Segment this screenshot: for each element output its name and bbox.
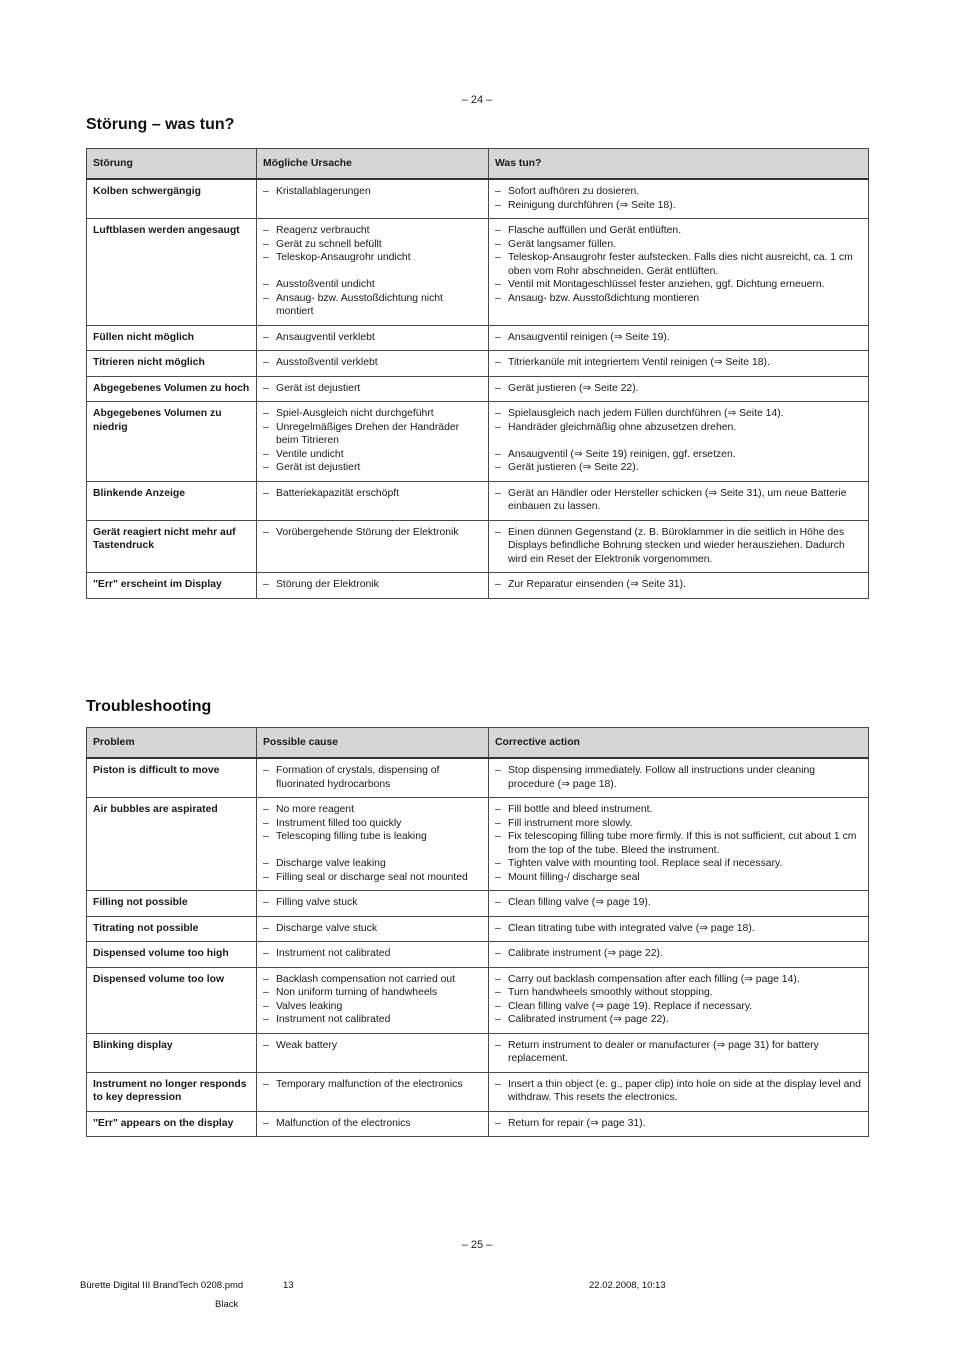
table-row <box>87 179 869 219</box>
action-text: Gerät justieren (⇒ Seite 22). <box>508 382 639 394</box>
cause-item <box>263 1000 482 1014</box>
action-cell <box>489 1072 869 1111</box>
action-item <box>495 292 862 306</box>
dash-bullet: – <box>495 948 501 959</box>
problem-cell: Abgegebenes Volumen zu hoch <box>87 376 257 402</box>
cause-text: Weak battery <box>276 1039 338 1051</box>
dash-bullet: – <box>495 1078 501 1090</box>
problem-cell: Piston is difficult to move <box>87 758 257 798</box>
dash-bullet: – <box>495 279 501 290</box>
table-row <box>87 520 869 573</box>
cause-text: Ansaug- bzw. Ausstoßdichtung nicht montiert <box>276 292 443 317</box>
action-text: Titrierkanüle mit integriertem Ventil reinigen (⇒ Seite 18). <box>508 357 770 368</box>
dash-bullet: – <box>263 357 269 368</box>
cause-item <box>263 973 482 987</box>
action-item <box>495 1000 862 1014</box>
action-item <box>495 278 862 292</box>
cause-cell <box>257 798 489 891</box>
cause-item <box>263 871 482 885</box>
column-header-cause: Mögliche Ursache <box>257 149 489 180</box>
cause-item <box>263 407 482 421</box>
cause-text: Discharge valve stuck <box>276 922 378 934</box>
german-table-body <box>87 179 869 598</box>
cause-text: Störung der Elektronik <box>276 579 379 590</box>
action-cell <box>489 942 869 968</box>
table-row <box>87 325 869 351</box>
dash-bullet: – <box>495 1000 501 1012</box>
column-header-problem: Störung <box>87 149 257 180</box>
cause-cell <box>257 219 489 326</box>
dash-bullet: – <box>495 922 501 934</box>
action-cell <box>489 376 869 402</box>
cause-text: Gerät ist dejustiert <box>276 462 361 473</box>
cause-text: Unregelmäßiges Drehen der Handräder beim Titrieren <box>276 421 460 446</box>
cause-text: Telescoping filling tube is leaking <box>276 831 427 842</box>
cause-cell <box>257 376 489 402</box>
action-text: Gerät an Händler oder Hersteller schicken (⇒ Seite 31), um neue Batterie einbauen zu lassen. <box>508 487 847 512</box>
action-text: Return instrument to dealer or manufacturer (⇒ page 31) for battery replacement. <box>508 1039 819 1064</box>
cause-text: Ansaugventil verklebt <box>276 331 375 343</box>
problem-cell: Instrument no longer responds to key depression <box>87 1072 257 1111</box>
english-section-title: Troubleshooting <box>86 698 212 715</box>
table-row <box>87 891 869 917</box>
dash-bullet: – <box>495 831 501 842</box>
cause-text: No more reagent <box>276 804 354 815</box>
dash-bullet: – <box>495 292 501 304</box>
cause-cell <box>257 520 489 573</box>
cause-text: Ausstoßventil undicht <box>276 279 375 290</box>
cause-item <box>263 896 482 910</box>
cause-cell <box>257 967 489 1033</box>
problem-cell: Dispensed volume too high <box>87 942 257 968</box>
cause-item <box>263 947 482 961</box>
dash-bullet: – <box>495 421 501 433</box>
action-item <box>495 331 862 345</box>
dash-bullet: – <box>495 382 501 394</box>
cause-text: Backlash compensation not carried out <box>276 973 456 985</box>
cause-item <box>263 487 482 501</box>
dash-bullet: – <box>263 186 269 197</box>
cause-text: Ausstoßventil verklebt <box>276 357 378 368</box>
dash-bullet: – <box>263 526 269 538</box>
problem-cell: Dispensed volume too low <box>87 967 257 1033</box>
action-cell <box>489 573 869 599</box>
cause-item <box>263 1117 482 1131</box>
cause-cell <box>257 325 489 351</box>
dash-bullet: – <box>263 331 269 343</box>
table-row <box>87 1072 869 1111</box>
table-row <box>87 916 869 942</box>
dash-bullet: – <box>495 252 501 263</box>
cause-item <box>263 857 482 871</box>
action-item <box>495 224 862 238</box>
action-text: Clean filling valve (⇒ page 19). Replace if necessary. <box>508 1000 753 1012</box>
problem-cell: "Err" erscheint im Display <box>87 573 257 599</box>
action-item <box>495 185 862 199</box>
dash-bullet: – <box>495 238 501 250</box>
action-text: Spielausgleich nach jedem Füllen durchführen (⇒ Seite 14). <box>508 408 784 419</box>
cause-text: Gerät zu schnell befüllt <box>276 238 382 250</box>
dash-bullet: – <box>263 804 269 815</box>
column-header-problem: Problem <box>87 728 257 759</box>
cause-item <box>263 251 482 265</box>
problem-cell: Titrating not possible <box>87 916 257 942</box>
action-text: Sofort aufhören zu dosieren. <box>508 186 640 197</box>
action-item <box>495 922 862 936</box>
action-cell <box>489 481 869 520</box>
action-text: Calibrated instrument (⇒ page 22). <box>508 1014 669 1025</box>
table-row <box>87 573 869 599</box>
action-item <box>495 407 862 421</box>
dash-bullet: – <box>495 804 501 815</box>
dash-bullet: – <box>495 487 501 499</box>
cause-item <box>263 803 482 817</box>
dash-bullet: – <box>495 1039 501 1051</box>
cause-item <box>263 292 482 319</box>
action-item <box>495 356 862 370</box>
action-text: Ansaugventil reinigen (⇒ Seite 19). <box>508 331 670 343</box>
action-text: Fill bottle and bleed instrument. <box>508 804 653 815</box>
dash-bullet: – <box>263 922 269 934</box>
cause-text: Malfunction of the electronics <box>276 1117 411 1129</box>
dash-bullet: – <box>495 1014 501 1025</box>
cause-text: Instrument not calibrated <box>276 948 391 959</box>
column-header-action: Was tun? <box>489 149 869 180</box>
dash-bullet: – <box>263 858 269 869</box>
action-text: Stop dispensing immediately. Follow all instructions under cleaning procedure (⇒ page 18). <box>508 765 816 790</box>
cause-item <box>263 526 482 540</box>
cause-cell <box>257 481 489 520</box>
table-row <box>87 402 869 482</box>
footer-page: 13 <box>283 1280 294 1291</box>
action-cell <box>489 891 869 917</box>
action-item <box>495 1078 862 1105</box>
action-text: Tighten valve with mounting tool. Replace seal if necessary. <box>508 858 783 869</box>
cause-item <box>263 421 482 448</box>
action-item <box>495 896 862 910</box>
dash-bullet: – <box>263 238 269 250</box>
english-troubleshooting-table <box>86 727 869 1137</box>
action-text: Einen dünnen Gegenstand (z. B. Büroklammer in die seitlich in Höhe des Displays befindliche Bohrung stecken und wieder herausziehen. Dadurch wird ein Reset der Elektronik vorgenommen. <box>508 526 845 565</box>
action-item <box>495 487 862 514</box>
dash-bullet: – <box>495 408 501 419</box>
table-row <box>87 798 869 891</box>
dash-bullet: – <box>263 579 269 590</box>
cause-text: Batteriekapazität erschöpft <box>276 487 400 499</box>
dash-bullet: – <box>495 462 501 473</box>
cause-cell <box>257 1033 489 1072</box>
column-header-cause: Possible cause <box>257 728 489 759</box>
action-item <box>495 803 862 817</box>
footer-filename: Bürette Digital III BrandTech 0208.pmd <box>80 1280 244 1291</box>
action-text: Clean filling valve (⇒ page 19). <box>508 897 651 908</box>
action-cell <box>489 351 869 377</box>
problem-cell: Blinkende Anzeige <box>87 481 257 520</box>
cause-text: Reagenz verbraucht <box>276 225 370 236</box>
dash-bullet: – <box>263 1000 269 1012</box>
action-text: Ansaug- bzw. Ausstoßdichtung montieren <box>508 292 700 304</box>
action-item <box>495 973 862 987</box>
action-cell <box>489 325 869 351</box>
cause-item <box>263 830 482 844</box>
table-header-row <box>87 149 869 180</box>
action-item <box>495 764 862 791</box>
table-row <box>87 967 869 1033</box>
cause-item <box>263 185 482 199</box>
table-row <box>87 942 869 968</box>
cause-cell <box>257 402 489 482</box>
action-text: Clean titrating tube with integrated valve (⇒ page 18). <box>508 922 755 934</box>
problem-cell: Luftblasen werden angesaugt <box>87 219 257 326</box>
action-item <box>495 871 862 885</box>
dash-bullet: – <box>495 897 501 908</box>
cause-text: Temporary malfunction of the electronics <box>276 1078 463 1090</box>
english-table-body <box>87 758 869 1137</box>
dash-bullet: – <box>263 817 269 829</box>
cause-cell <box>257 1072 489 1111</box>
dash-bullet: – <box>263 765 269 776</box>
footer-color: Black <box>215 1299 239 1310</box>
action-text: Ansaugventil (⇒ Seite 19) reinigen, ggf. ersetzen. <box>508 448 736 460</box>
table-row <box>87 1111 869 1137</box>
action-item <box>495 1013 862 1027</box>
cause-text: Teleskop-Ansaugrohr undicht <box>276 252 411 263</box>
dash-bullet: – <box>263 871 269 883</box>
table-row <box>87 376 869 402</box>
table-row <box>87 758 869 798</box>
action-item <box>495 1117 862 1131</box>
cause-text: Non uniform turning of handwheels <box>276 987 438 998</box>
page-number-top: – 24 – <box>461 94 493 106</box>
action-cell <box>489 520 869 573</box>
dash-bullet: – <box>263 831 269 842</box>
dash-bullet: – <box>495 817 501 829</box>
problem-cell: Filling not possible <box>87 891 257 917</box>
dash-bullet: – <box>263 382 269 394</box>
cause-text: Vorübergehende Störung der Elektronik <box>276 526 459 538</box>
cause-cell <box>257 1111 489 1137</box>
dash-bullet: – <box>495 526 501 538</box>
cause-item <box>263 331 482 345</box>
table-header-row <box>87 728 869 759</box>
action-text: Turn handwheels smoothly without stopping. <box>508 987 713 998</box>
action-cell <box>489 758 869 798</box>
dash-bullet: – <box>263 292 269 304</box>
cause-text: Gerät ist dejustiert <box>276 382 361 394</box>
action-item <box>495 1039 862 1066</box>
cause-text: Instrument filled too quickly <box>276 817 402 829</box>
action-cell <box>489 798 869 891</box>
cause-cell <box>257 891 489 917</box>
action-text: Gerät justieren (⇒ Seite 22). <box>508 462 639 473</box>
action-item <box>495 251 862 278</box>
cause-cell <box>257 573 489 599</box>
dash-bullet: – <box>495 973 501 985</box>
cause-item <box>263 461 482 475</box>
cause-item <box>263 986 482 1000</box>
dash-bullet: – <box>263 408 269 419</box>
action-text: Handräder gleichmäßig ohne abzusetzen drehen. <box>508 421 737 433</box>
dash-bullet: – <box>495 579 501 590</box>
action-text: Zur Reparatur einsenden (⇒ Seite 31). <box>508 579 686 590</box>
action-text: Return for repair (⇒ page 31). <box>508 1117 646 1129</box>
table-row <box>87 351 869 377</box>
problem-cell: Abgegebenes Volumen zu niedrig <box>87 402 257 482</box>
problem-cell: "Err" appears on the display <box>87 1111 257 1137</box>
german-troubleshooting-table <box>86 148 869 599</box>
cause-item <box>263 238 482 252</box>
cause-item <box>263 578 482 592</box>
cause-text: Instrument not calibrated <box>276 1014 391 1025</box>
action-item <box>495 947 862 961</box>
dash-bullet: – <box>495 186 501 197</box>
dash-bullet: – <box>495 199 501 211</box>
action-text: Fix telescoping filling tube more firmly. If this is not sufficient, cut about 1 cm from the top of the tube. Bleed the instrument. <box>508 831 857 856</box>
action-cell <box>489 1033 869 1072</box>
cause-item <box>263 764 482 791</box>
page-number-bottom: – 25 – <box>461 1239 493 1251</box>
action-item <box>495 857 862 871</box>
cause-text: Valves leaking <box>276 1000 343 1012</box>
cause-cell <box>257 351 489 377</box>
dash-bullet: – <box>495 448 501 460</box>
action-item <box>495 526 862 567</box>
cause-item <box>263 1078 482 1092</box>
action-cell <box>489 402 869 482</box>
dash-bullet: – <box>263 1078 269 1090</box>
footer-datetime: 22.02.2008, 10:13 <box>589 1280 666 1291</box>
dash-bullet: – <box>263 1039 269 1051</box>
dash-bullet: – <box>495 225 501 236</box>
action-cell <box>489 179 869 219</box>
dash-bullet: – <box>263 487 269 499</box>
action-text: Gerät langsamer füllen. <box>508 238 617 250</box>
dash-bullet: – <box>495 987 501 998</box>
problem-cell: Blinking display <box>87 1033 257 1072</box>
cause-item <box>263 382 482 396</box>
action-item <box>495 578 862 592</box>
action-item <box>495 817 862 831</box>
cause-cell <box>257 916 489 942</box>
cause-text: Formation of crystals, dispensing of fluorinated hydrocarbons <box>276 765 440 790</box>
table-row <box>87 1033 869 1072</box>
action-item <box>495 199 862 213</box>
cause-cell <box>257 942 489 968</box>
cause-text: Discharge valve leaking <box>276 858 386 869</box>
dash-bullet: – <box>495 858 501 869</box>
dash-bullet: – <box>263 1014 269 1025</box>
action-text: Teleskop-Ansaugrohr fester aufstecken. Falls dies nicht ausreicht, ca. 1 cm oben vom Rohr abschneiden. Gerät entlüften. <box>508 252 853 277</box>
column-header-action: Corrective action <box>489 728 869 759</box>
dash-bullet: – <box>263 225 269 236</box>
cause-cell <box>257 179 489 219</box>
dash-bullet: – <box>495 357 501 368</box>
cause-item <box>263 224 482 238</box>
action-text: Fill instrument more slowly. <box>508 817 633 829</box>
cause-item <box>263 817 482 831</box>
action-text: Mount filling-/ discharge seal <box>508 871 640 883</box>
action-text: Insert a thin object (e. g., paper clip) into hole on side at the display level and withdraw. This resets the electronics. <box>508 1078 861 1103</box>
action-text: Carry out backlash compensation after each filling (⇒ page 14). <box>508 973 800 985</box>
action-item <box>495 382 862 396</box>
dash-bullet: – <box>263 448 269 460</box>
cause-text: Spiel-Ausgleich nicht durchgeführt <box>276 408 434 419</box>
action-text: Calibrate instrument (⇒ page 22). <box>508 948 663 959</box>
dash-bullet: – <box>495 765 501 776</box>
dash-bullet: – <box>263 462 269 473</box>
cause-text: Ventile undicht <box>276 448 344 460</box>
cause-text: Kristallablagerungen <box>276 186 371 197</box>
dash-bullet: – <box>263 987 269 998</box>
action-cell <box>489 916 869 942</box>
action-item <box>495 238 862 252</box>
dash-bullet: – <box>263 252 269 263</box>
cause-cell <box>257 758 489 798</box>
cause-item <box>263 448 482 462</box>
cause-item <box>263 1039 482 1053</box>
cause-item <box>263 922 482 936</box>
dash-bullet: – <box>495 331 501 343</box>
dash-bullet: – <box>495 1117 501 1129</box>
cause-text: Filling seal or discharge seal not mounted <box>276 871 468 883</box>
problem-cell: Air bubbles are aspirated <box>87 798 257 891</box>
action-cell <box>489 1111 869 1137</box>
cause-text: Filling valve stuck <box>276 897 358 908</box>
cause-item <box>263 356 482 370</box>
dash-bullet: – <box>263 421 269 433</box>
action-text: Flasche auffüllen und Gerät entlüften. <box>508 225 682 236</box>
problem-cell: Gerät reagiert nicht mehr auf Tastendruck <box>87 520 257 573</box>
german-section-title: Störung – was tun? <box>86 116 235 133</box>
action-cell <box>489 967 869 1033</box>
table-row <box>87 219 869 326</box>
action-item <box>495 421 862 435</box>
action-cell <box>489 219 869 326</box>
cause-item <box>263 1013 482 1027</box>
problem-cell: Kolben schwergängig <box>87 179 257 219</box>
action-item <box>495 986 862 1000</box>
action-item <box>495 448 862 462</box>
problem-cell: Titrieren nicht möglich <box>87 351 257 377</box>
action-text: Ventil mit Montageschlüssel fester anziehen, ggf. Dichtung erneuern. <box>508 279 825 290</box>
dash-bullet: – <box>263 948 269 959</box>
dash-bullet: – <box>263 279 269 290</box>
action-item <box>495 830 862 857</box>
dash-bullet: – <box>263 973 269 985</box>
problem-cell: Füllen nicht möglich <box>87 325 257 351</box>
table-row <box>87 481 869 520</box>
cause-item <box>263 278 482 292</box>
dash-bullet: – <box>263 897 269 908</box>
action-text: Reinigung durchführen (⇒ Seite 18). <box>508 199 676 211</box>
action-item <box>495 461 862 475</box>
dash-bullet: – <box>263 1117 269 1129</box>
dash-bullet: – <box>495 871 501 883</box>
